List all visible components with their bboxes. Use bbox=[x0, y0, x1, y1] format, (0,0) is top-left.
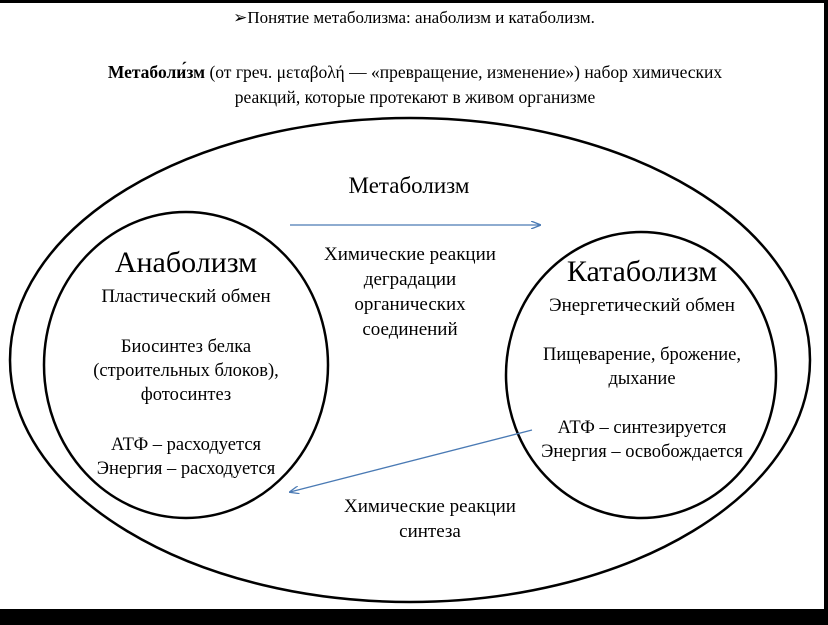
definition-line2: реакций, которые протекают в живом организме bbox=[234, 87, 596, 107]
catabolism-atp: АТФ – синтезируется bbox=[557, 418, 727, 438]
metabolism-label: Метаболизм bbox=[348, 173, 470, 198]
definition-greek: (от греч. μεταβολή — «превращение, изменение») bbox=[209, 62, 580, 82]
catabolism-energy: Энергия – освобождается bbox=[541, 442, 743, 462]
degradation-line: органических bbox=[354, 294, 466, 315]
anabolism-process-line: Биосинтез белка bbox=[120, 337, 252, 357]
anabolism-process-line: фотосинтез bbox=[140, 385, 232, 405]
synthesis-label bbox=[320, 494, 540, 544]
synthesis-line: синтеза bbox=[399, 521, 461, 542]
anabolism-subtitle: Пластический обмен bbox=[101, 286, 271, 307]
catabolism-process-line: Пищеварение, брожение, bbox=[543, 345, 741, 365]
anabolism-energy: Энергия – расходуется bbox=[96, 459, 276, 479]
heading-text: Понятие метаболизма: анаболизм и катаболизм. bbox=[247, 8, 595, 27]
anabolism-title: Анаболизм bbox=[114, 246, 258, 279]
bullet-arrow-icon: ➢ bbox=[233, 8, 248, 27]
anabolism-process-line: (строительных блоков), bbox=[93, 361, 279, 381]
synthesis-line: Химические реакции bbox=[344, 496, 516, 517]
definition-term: Метаболи́зм bbox=[107, 62, 206, 82]
degradation-line: Химические реакции bbox=[324, 244, 496, 265]
degradation-line: деградации bbox=[363, 269, 457, 290]
anabolism-process bbox=[66, 335, 306, 407]
catabolism-process bbox=[512, 343, 772, 391]
definition-line1-rest: набор химических bbox=[584, 62, 723, 82]
anabolism-atp: АТФ – расходуется bbox=[110, 435, 262, 455]
synthesis-arrow bbox=[290, 430, 532, 492]
catabolism-subtitle: Энергетический обмен bbox=[549, 295, 735, 316]
degradation-label bbox=[300, 242, 520, 342]
degradation-line: соединений bbox=[362, 319, 458, 340]
catabolism-process-line: дыхание bbox=[608, 369, 676, 389]
catabolism-title: Катаболизм bbox=[566, 255, 718, 288]
